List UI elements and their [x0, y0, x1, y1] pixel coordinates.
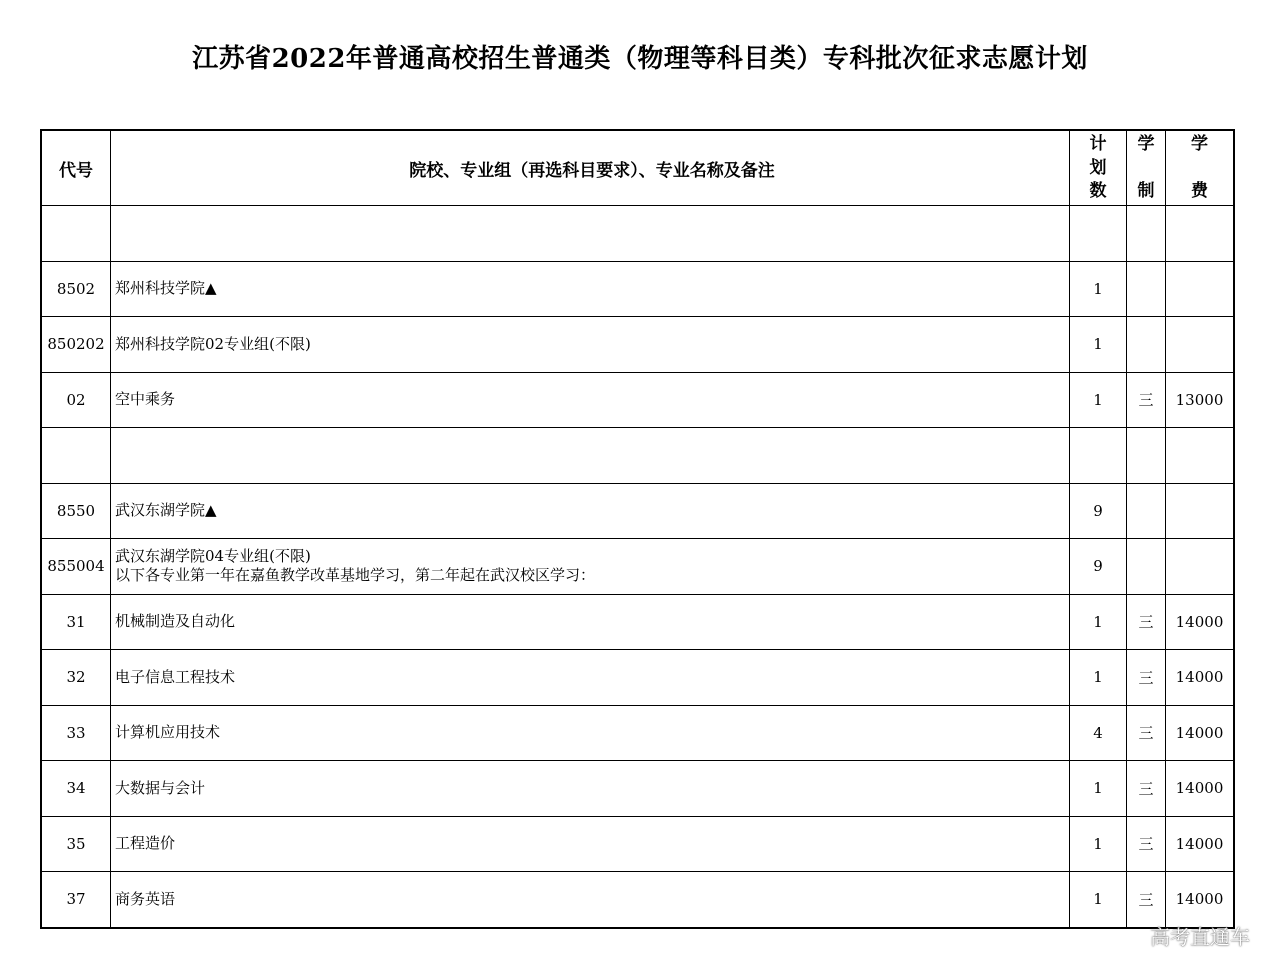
header-fee — [1166, 130, 1235, 206]
cell-fee: 14000 — [1166, 872, 1235, 928]
header-plan-char: 计 — [1089, 134, 1107, 154]
cell-name — [111, 650, 1070, 706]
cell-name — [111, 594, 1070, 650]
cell-code: 35 — [41, 816, 111, 872]
cell-fee — [1166, 317, 1235, 373]
cell-years: 三 — [1127, 816, 1166, 872]
cell-fee — [1166, 261, 1235, 317]
table-row — [41, 261, 1234, 317]
table-row — [41, 650, 1234, 706]
cell-plan: 1 — [1070, 650, 1127, 706]
cell-name — [111, 705, 1070, 761]
cell-fee: 14000 — [1166, 594, 1235, 650]
header-years-char: 制 — [1137, 181, 1155, 201]
cell-name-line: 武汉东湖学院04专业组(不限) — [115, 547, 311, 566]
table-row — [41, 317, 1234, 373]
cell-name — [111, 483, 1070, 539]
header-fee-char: 学 — [1191, 134, 1208, 154]
cell-code: 02 — [41, 372, 111, 428]
cell-years: 三 — [1127, 594, 1166, 650]
cell-name — [111, 539, 1070, 595]
cell-name-line: 机械制造及自动化 — [115, 612, 236, 631]
cell-code: 37 — [41, 872, 111, 928]
table-row — [41, 705, 1234, 761]
cell-plan: 1 — [1070, 594, 1127, 650]
cell-plan — [1070, 206, 1127, 262]
cell-name-line: 商务英语 — [115, 889, 176, 908]
cell-years: 三 — [1127, 872, 1166, 928]
cell-name-line: 武汉东湖学院▲ — [115, 501, 217, 520]
header-name: 院校、专业组（再选科目要求）、专业名称及备注 — [111, 130, 1070, 206]
cell-years — [1127, 206, 1166, 262]
cell-plan: 1 — [1070, 761, 1127, 817]
cell-code — [41, 206, 111, 262]
cell-name-line: 郑州科技学院02专业组(不限) — [115, 334, 311, 353]
cell-plan — [1070, 428, 1127, 484]
table-row — [41, 816, 1234, 872]
page-title: 江苏省2022年普通高校招生普通类（物理等科目类）专科批次征求志愿计划 — [192, 44, 1088, 74]
table-row — [41, 539, 1234, 595]
cell-name — [111, 761, 1070, 817]
cell-plan: 1 — [1070, 261, 1127, 317]
cell-code: 850202 — [41, 317, 111, 373]
cell-fee: 13000 — [1166, 372, 1235, 428]
cell-years: 三 — [1127, 705, 1166, 761]
cell-name — [111, 206, 1070, 262]
cell-fee: 14000 — [1166, 816, 1235, 872]
cell-fee — [1166, 428, 1235, 484]
cell-name — [111, 317, 1070, 373]
header-plan — [1070, 130, 1127, 206]
cell-name — [111, 816, 1070, 872]
header-plan-char: 数 — [1089, 181, 1107, 201]
header-years-char: 学 — [1137, 134, 1155, 154]
cell-name — [111, 872, 1070, 928]
cell-code: 31 — [41, 594, 111, 650]
cell-years — [1127, 428, 1166, 484]
cell-name-line: 空中乘务 — [115, 390, 176, 409]
cell-name-line: 工程造价 — [115, 834, 176, 853]
watermark: 高考直通车 — [1150, 925, 1250, 949]
cell-code: 32 — [41, 650, 111, 706]
cell-code: 33 — [41, 705, 111, 761]
table-row — [41, 761, 1234, 817]
cell-fee — [1166, 483, 1235, 539]
table-row — [41, 206, 1234, 262]
cell-name — [111, 372, 1070, 428]
cell-plan: 1 — [1070, 372, 1127, 428]
cell-fee: 14000 — [1166, 761, 1235, 817]
cell-name-line: 郑州科技学院▲ — [115, 279, 217, 298]
header-years — [1127, 130, 1166, 206]
cell-fee — [1166, 539, 1235, 595]
cell-code: 855004 — [41, 539, 111, 595]
cell-plan: 9 — [1070, 483, 1127, 539]
table-row — [41, 872, 1234, 928]
cell-name-line: 大数据与会计 — [115, 778, 206, 797]
table-row — [41, 372, 1234, 428]
table-row — [41, 594, 1234, 650]
cell-plan: 1 — [1070, 816, 1127, 872]
cell-name-line: 电子信息工程技术 — [115, 667, 236, 686]
cell-name — [111, 261, 1070, 317]
cell-name-line: 计算机应用技术 — [115, 723, 221, 742]
cell-code: 34 — [41, 761, 111, 817]
cell-fee: 14000 — [1166, 705, 1235, 761]
table-header-row — [41, 130, 1234, 206]
cell-fee — [1166, 206, 1235, 262]
table-row — [41, 428, 1234, 484]
cell-code: 8550 — [41, 483, 111, 539]
table-row — [41, 483, 1234, 539]
cell-years: 三 — [1127, 761, 1166, 817]
header-plan-char: 划 — [1089, 157, 1107, 178]
cell-code — [41, 428, 111, 484]
cell-years: 三 — [1127, 650, 1166, 706]
cell-years — [1127, 317, 1166, 373]
cell-fee: 14000 — [1166, 650, 1235, 706]
cell-code: 8502 — [41, 261, 111, 317]
cell-plan: 1 — [1070, 317, 1127, 373]
cell-plan: 4 — [1070, 705, 1127, 761]
cell-years — [1127, 261, 1166, 317]
header-fee-char: 费 — [1191, 181, 1208, 201]
cell-years: 三 — [1127, 372, 1166, 428]
cell-plan: 9 — [1070, 539, 1127, 595]
header-code: 代号 — [41, 130, 111, 206]
cell-name — [111, 428, 1070, 484]
cell-years — [1127, 539, 1166, 595]
cell-name-note: 以下各专业第一年在嘉鱼教学改革基地学习，第二年起在武汉校区学习： — [115, 566, 596, 585]
cell-years — [1127, 483, 1166, 539]
enrollment-plan-table — [40, 129, 1235, 929]
cell-plan: 1 — [1070, 872, 1127, 928]
